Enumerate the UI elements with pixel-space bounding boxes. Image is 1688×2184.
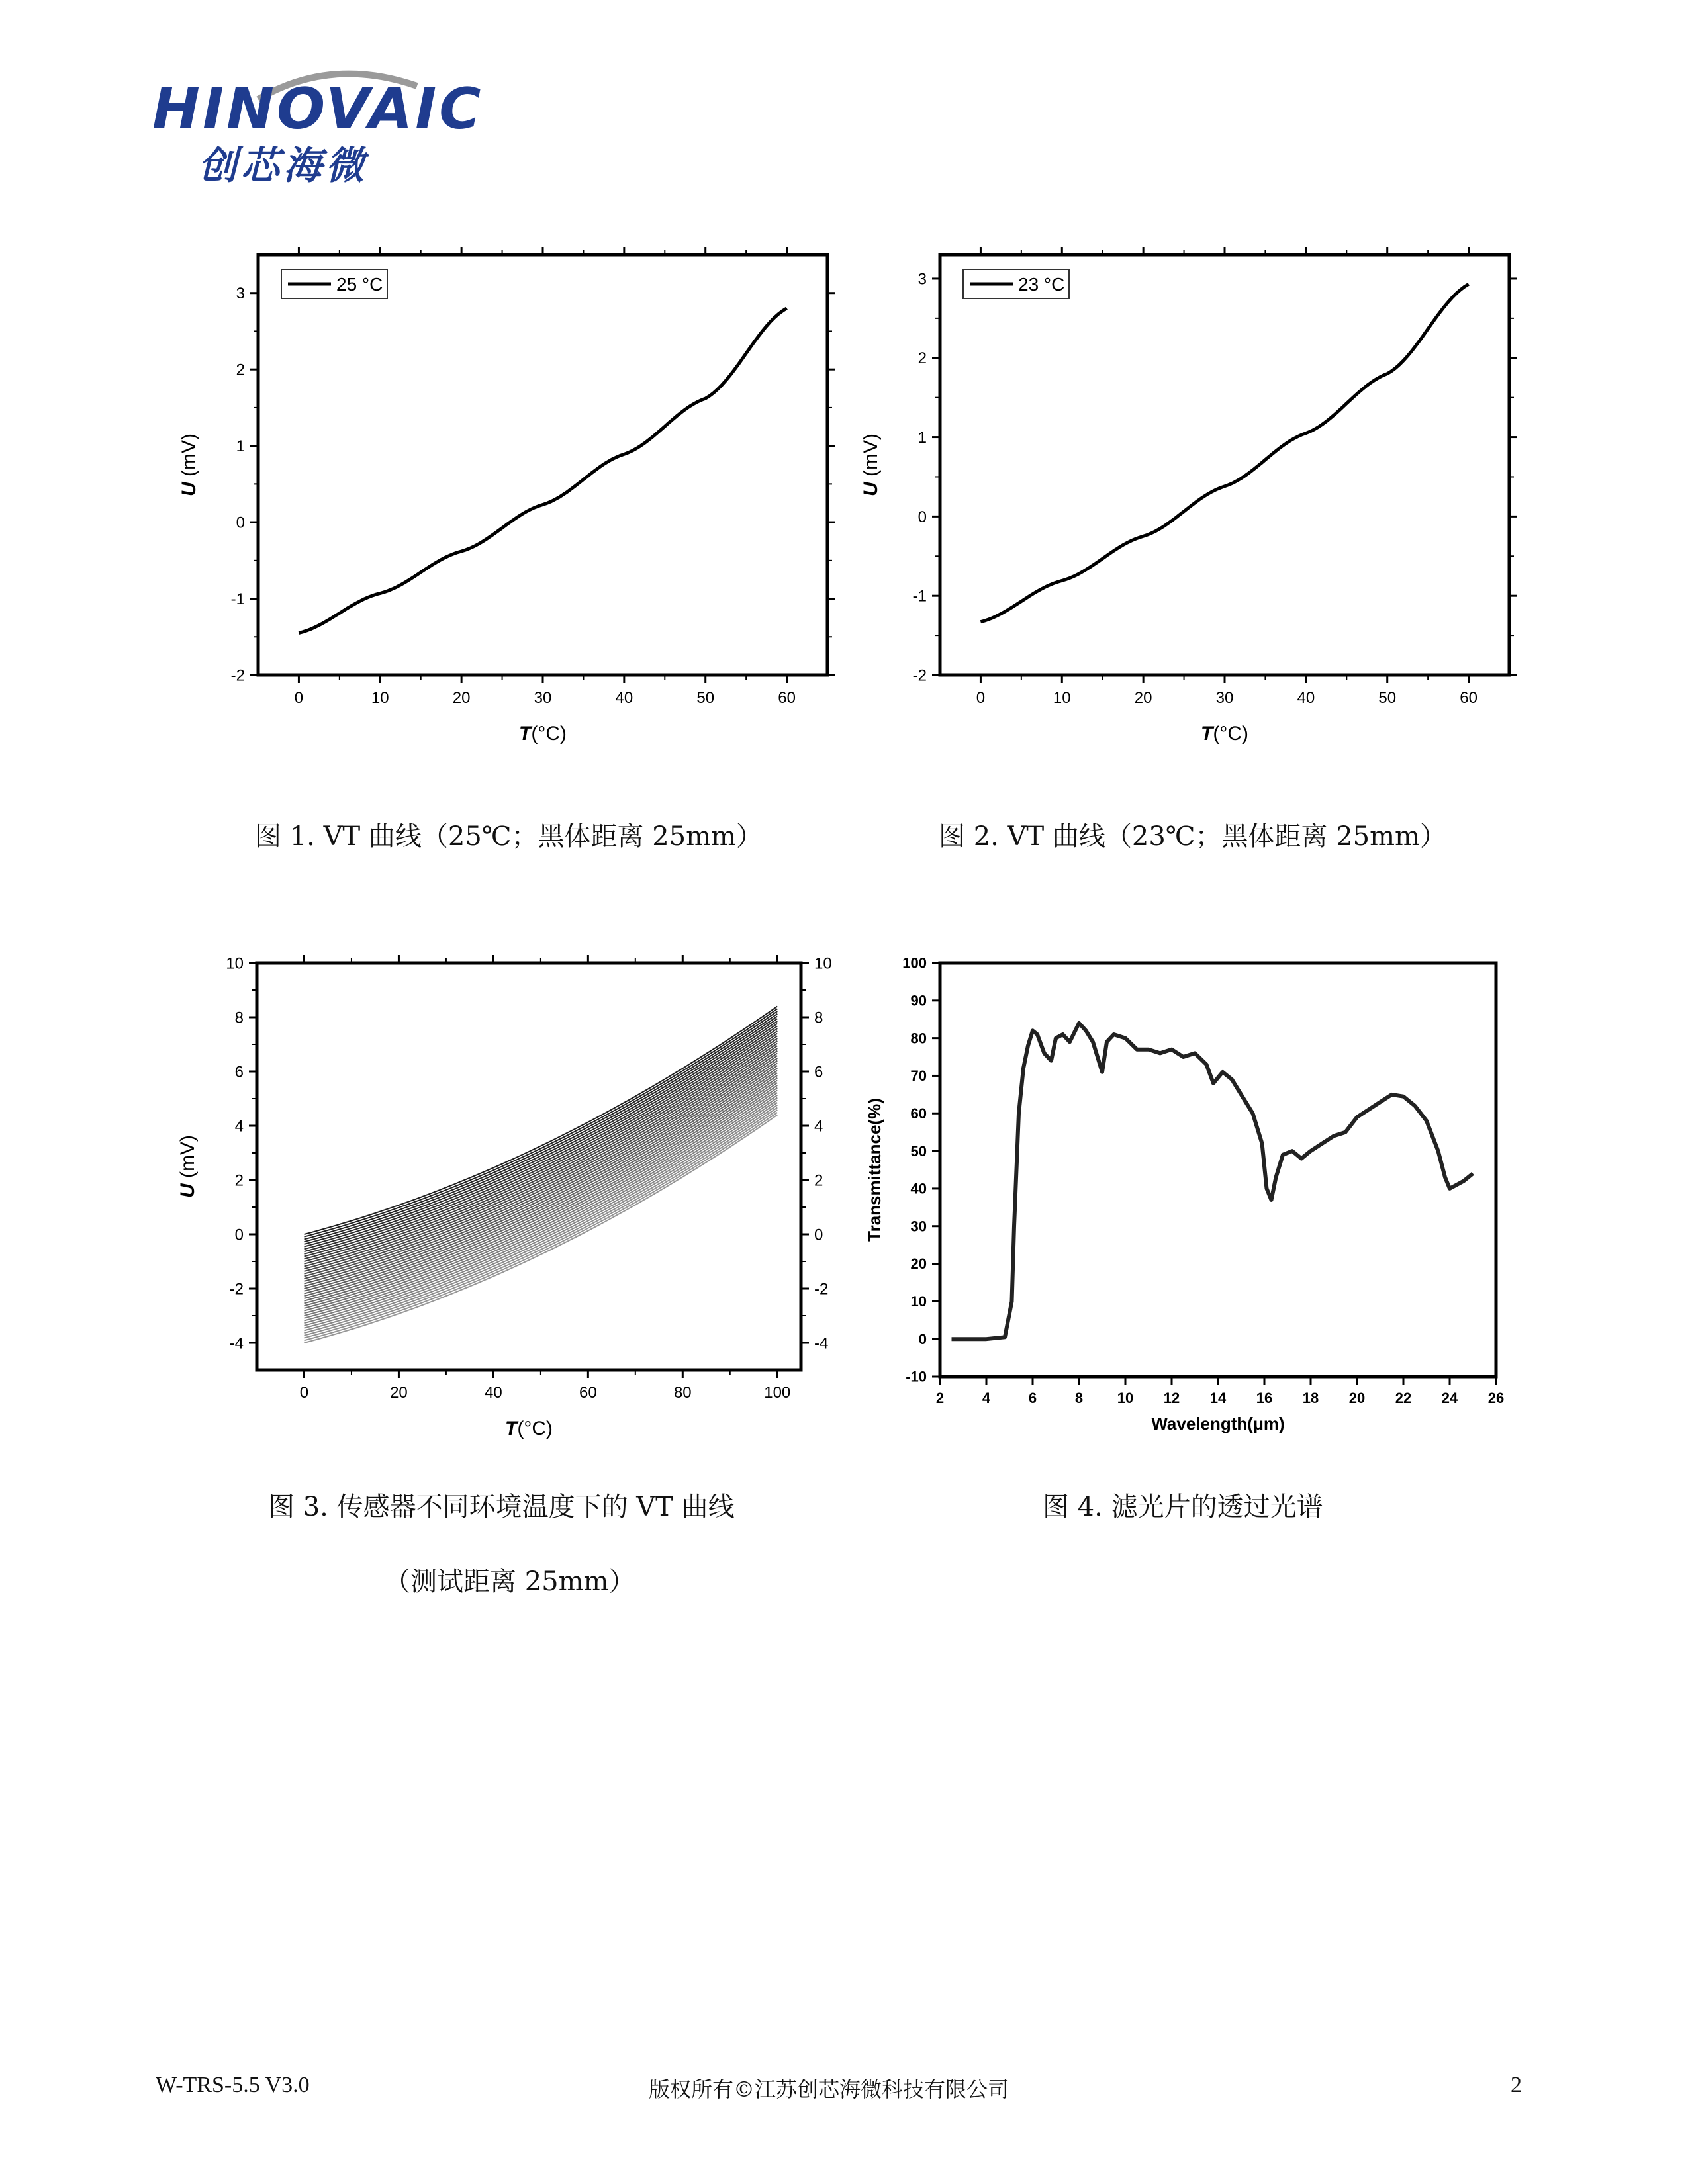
figure-4-caption: 图 4. 滤光片的透过光谱 [1043,1492,1323,1522]
y-tick-label-right: 0 [814,1226,823,1244]
x-tick-label: 14 [1209,1390,1227,1406]
x-tick-label: 24 [1441,1390,1458,1406]
x-tick-label: 10 [371,689,389,707]
plot-frame [940,963,1496,1377]
legend-label: 23 °C [1018,274,1065,295]
y-tick-label: 6 [234,1063,244,1081]
y-tick-label: 50 [910,1142,927,1160]
figure-1-caption: 图 1. VT 曲线（25℃；黑体距离 25mm） [255,821,763,852]
y-tick-label: 2 [236,361,245,379]
company-logo [152,63,484,188]
y-tick-label: -10 [906,1368,927,1385]
figure-3-caption-line2: （测试距离 25mm） [384,1567,635,1597]
x-tick-label: 22 [1395,1390,1412,1406]
x-tick-label: 2 [935,1390,945,1406]
x-tick-label: 0 [294,689,304,707]
y-axis-label: U (mV) [861,433,882,496]
y-tick-label: 3 [236,285,245,303]
y-tick-label: 40 [910,1180,927,1197]
figure-2-caption: 图 2. VT 曲线（23℃；黑体距离 25mm） [939,821,1446,852]
chart-fig4 [861,940,1536,1456]
series-line [299,308,786,633]
x-tick-label: 8 [1074,1390,1084,1406]
y-tick-label: -2 [912,666,927,685]
x-axis-label: T(°C) [519,723,567,745]
y-axis-label: U (mV) [179,433,200,496]
x-tick-label: 20 [1348,1390,1366,1406]
footer-copyright: 版权所有©江苏创芯海微科技有限公司 [649,2077,1009,2102]
y-tick-label: -1 [912,587,927,606]
x-tick-label: 20 [1134,689,1152,707]
y-tick-label: 1 [236,437,245,456]
y-tick-label: 30 [910,1218,927,1235]
x-tick-label: 6 [1028,1390,1037,1406]
figure-3-caption: 图 3. 传感器不同环境温度下的 VT 曲线 [268,1492,735,1522]
x-tick-label: 40 [485,1384,502,1402]
footer-doc-id: W-TRS-5.5 V3.0 [156,2073,310,2097]
x-tick-label: 50 [696,689,715,707]
chart-fig3 [179,940,854,1456]
y-tick-label: 10 [910,1293,927,1310]
footer-page-number: 2 [1511,2073,1522,2097]
y-tick-label: 60 [910,1105,927,1122]
x-axis-label: Wavelength(μm) [1151,1414,1285,1433]
logo-chinese-name: 创芯海微 [199,143,369,188]
y-tick-label: 70 [910,1068,927,1085]
y-tick-label: -1 [230,590,245,608]
y-tick-label: 100 [902,954,927,972]
x-tick-label: 18 [1302,1390,1319,1406]
series-line [980,284,1468,621]
x-tick-label: 20 [452,689,471,707]
y-tick-label: 2 [917,349,927,368]
y-tick-label: -4 [229,1334,244,1353]
x-tick-label: 10 [1053,689,1071,707]
chart-fig2 [861,245,1536,774]
y-tick-label-right: 8 [814,1009,823,1027]
x-axis-label: T(°C) [1201,723,1248,745]
y-tick-label: 10 [226,954,244,973]
y-tick-label: -2 [229,1280,244,1298]
x-tick-label: 4 [982,1390,991,1406]
y-axis-label: Transmittance(%) [865,1098,884,1242]
x-tick-label: 16 [1256,1390,1273,1406]
x-tick-label: 0 [299,1384,309,1402]
x-axis-label: T(°C) [505,1418,553,1439]
y-tick-label: 0 [918,1330,927,1347]
y-tick-label: 20 [910,1255,927,1273]
x-tick-label: 30 [534,689,552,707]
spectrum-line [952,1023,1474,1339]
x-tick-label: 80 [673,1384,692,1402]
x-tick-label: 40 [1297,689,1315,707]
y-tick-label: 0 [236,514,245,532]
x-tick-label: 60 [778,689,796,707]
x-tick-label: 40 [615,689,633,707]
y-tick-label: 3 [917,270,927,289]
y-axis-label: U (mV) [179,1135,199,1198]
x-tick-label: 0 [976,689,986,707]
y-tick-label: 0 [917,508,927,526]
y-tick-label: 8 [234,1009,244,1027]
x-tick-label: 60 [1460,689,1477,707]
y-tick-label: 90 [910,992,927,1009]
figure-1 [179,245,854,774]
figure-2 [861,245,1536,774]
y-tick-label: 4 [234,1117,244,1136]
y-tick-label: -2 [230,666,245,685]
y-tick-label-right: 6 [814,1063,823,1081]
y-tick-label: 2 [234,1171,244,1190]
y-tick-label: 80 [910,1030,927,1047]
y-tick-label-right: -4 [814,1334,829,1353]
chart-fig1 [179,245,854,774]
y-tick-label-right: 2 [814,1171,823,1190]
figure-4 [861,940,1536,1456]
y-tick-label-right: -2 [814,1280,829,1298]
legend-label: 25 °C [336,274,383,295]
plot-frame [940,255,1509,675]
x-tick-label: 12 [1163,1390,1180,1406]
y-tick-label-right: 4 [814,1117,823,1136]
x-tick-label: 20 [390,1384,408,1402]
x-tick-label: 26 [1487,1390,1505,1406]
y-tick-label: 1 [917,428,927,447]
logo-text: HINOVAIC [152,76,484,142]
x-tick-label: 100 [764,1384,791,1402]
y-tick-label-right: 10 [814,954,832,973]
y-tick-label: 0 [234,1226,244,1244]
x-tick-label: 30 [1215,689,1234,707]
x-tick-label: 60 [579,1384,597,1402]
x-tick-label: 10 [1117,1390,1134,1406]
figure-3 [179,940,854,1456]
x-tick-label: 50 [1378,689,1397,707]
